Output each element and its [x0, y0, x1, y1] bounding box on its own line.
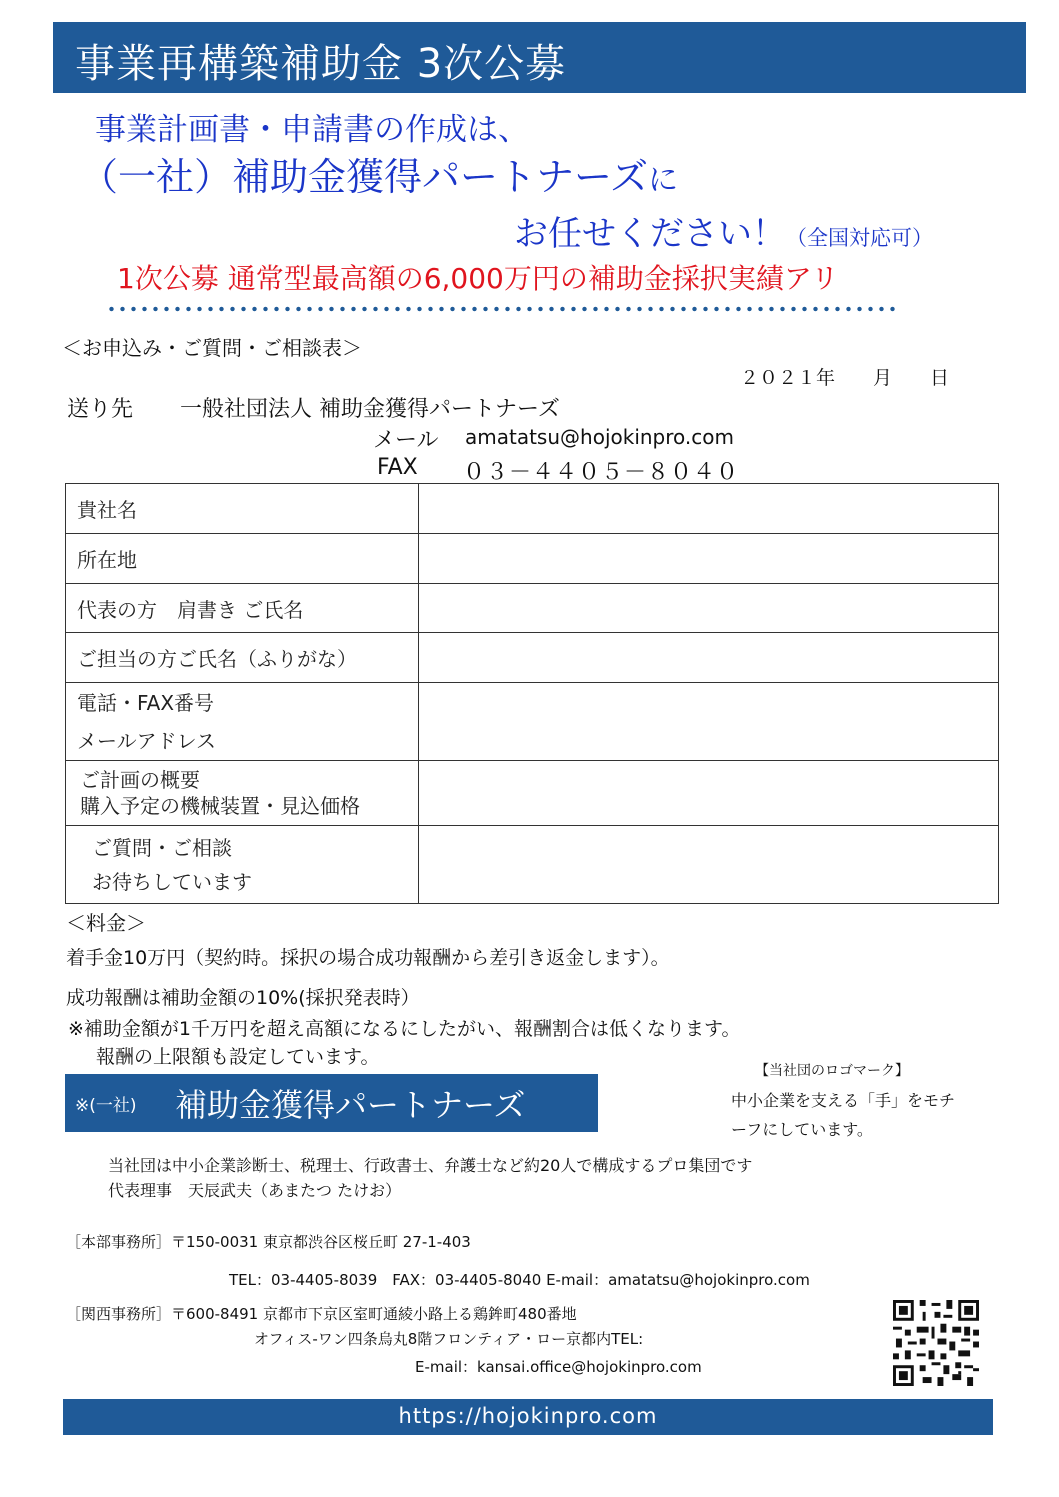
field-label-representative: 代表の方 肩書き ご氏名: [66, 584, 419, 633]
field-label-plan-summary: ご計画の概要: [80, 768, 200, 792]
website-banner: [63, 1399, 993, 1435]
fees-line4: 報酬の上限額も設定しています。: [96, 1046, 380, 1068]
field-input-contact-person[interactable]: [419, 633, 999, 683]
tagline-cta: お任せください！: [514, 214, 786, 254]
destination-org: 一般社団法人 補助金獲得パートナーズ: [180, 397, 560, 422]
field-input-representative[interactable]: [419, 584, 999, 633]
field-label-phone: 電話・FAX番号: [77, 690, 215, 715]
destination-label: 送り先: [67, 397, 134, 422]
org-name-highlight: （一社）補助金獲得パートナーズ: [80, 155, 649, 199]
tagline-line1: 事業計画書・申請書の作成は、: [95, 112, 529, 148]
org-banner: [65, 1074, 598, 1132]
page-title: 事業再構築補助金 3次公募: [75, 41, 567, 87]
form-row: [66, 534, 999, 584]
mail-label: メール: [373, 428, 439, 453]
field-label-email: メールアドレス: [77, 728, 216, 753]
dotted-divider: [106, 306, 896, 312]
application-form-table: [65, 483, 999, 904]
hq-contact: TEL：03-4405-8039 FAX：03-4405-8040 E-mail：amatatsu@hojokinpro.com: [229, 1271, 810, 1289]
field-label-phone-email: [66, 683, 419, 761]
nationwide-note: （全国対応可）: [786, 226, 933, 250]
form-row: [66, 826, 999, 904]
website-url-link[interactable]: https://hojokinpro.com: [398, 1404, 658, 1428]
fees-title: ＜料金＞: [66, 911, 146, 935]
kansai-email: E-mail：kansai.office@hojokinpro.com: [415, 1358, 702, 1376]
tagline-particle: に: [648, 163, 679, 198]
tagline-line3: [514, 206, 933, 255]
field-label-plan: [66, 761, 419, 826]
field-label-inquiry-line2: お待ちしています: [92, 869, 252, 894]
logo-caption-line2: ーフにしています。: [731, 1120, 873, 1139]
hq-address: ［本部事務所］〒150-0031 東京都渋谷区桜丘町 27-1-403: [66, 1233, 471, 1251]
form-date: ２０２１年 月 日: [740, 367, 950, 389]
fax-label: FAX: [377, 455, 418, 480]
form-row: [66, 584, 999, 633]
fees-line1: 着手金10万円（契約時。採択の場合成功報酬から差引き返金します）。: [66, 947, 670, 969]
org-banner-prefix: ※(一社): [75, 1096, 137, 1116]
field-label-contact-person: ご担当の方ご氏名（ふりがな）: [66, 633, 419, 683]
form-row: [66, 484, 999, 534]
org-description: 当社団は中小企業診断士、税理士、行政書士、弁護士など約20人で構成するプロ集団です: [108, 1156, 753, 1175]
tagline-line2: [80, 146, 678, 201]
form-row: [66, 761, 999, 826]
field-input-address[interactable]: [419, 534, 999, 584]
field-input-phone-email[interactable]: [419, 683, 999, 761]
form-row: [66, 683, 999, 761]
field-label-equipment: 購入予定の機械装置・見込価格: [80, 794, 360, 818]
fax-value: ０３－４４０５－８０４０: [463, 460, 740, 485]
field-input-plan[interactable]: [419, 761, 999, 826]
field-label-inquiry: [66, 826, 419, 904]
achievement-line: 1次公募 通常型最高額の6,000万円の補助金採択実績アリ: [117, 262, 839, 295]
field-label-company: 貴社名: [66, 484, 419, 534]
field-input-inquiry[interactable]: [419, 826, 999, 904]
org-representative: 代表理事 天辰武夫（あまたつ たけお）: [108, 1181, 402, 1200]
kansai-building: オフィス-ワン四条烏丸8階フロンティア・ロー京都内TEL:: [254, 1330, 644, 1348]
field-input-company[interactable]: [419, 484, 999, 534]
qr-code-icon: [893, 1300, 979, 1386]
logo-caption-line1: 中小企業を支える「手」をモチ: [731, 1091, 956, 1110]
title-banner: [53, 22, 1026, 93]
mail-value: amatatsu@hojokinpro.com: [465, 425, 734, 449]
org-banner-name: 補助金獲得パートナーズ: [175, 1086, 526, 1124]
field-label-address: 所在地: [66, 534, 419, 584]
kansai-address: ［関西事務所］〒600-8491 京都市下京区室町通綾小路上る鶏鉾町480番地: [66, 1305, 577, 1323]
logo-caption-title: 【当社団のロゴマーク】: [755, 1063, 909, 1079]
fees-line3: ※補助金額が1千万円を超え高額になるにしたがい、報酬割合は低くなります。: [68, 1018, 741, 1040]
form-row: [66, 633, 999, 683]
form-title: ＜お申込み・ご質問・ご相談表＞: [62, 336, 362, 360]
field-label-inquiry-line1: ご質問・ご相談: [92, 835, 232, 860]
fees-line2: 成功報酬は補助金額の10%(採択発表時）: [66, 987, 420, 1009]
